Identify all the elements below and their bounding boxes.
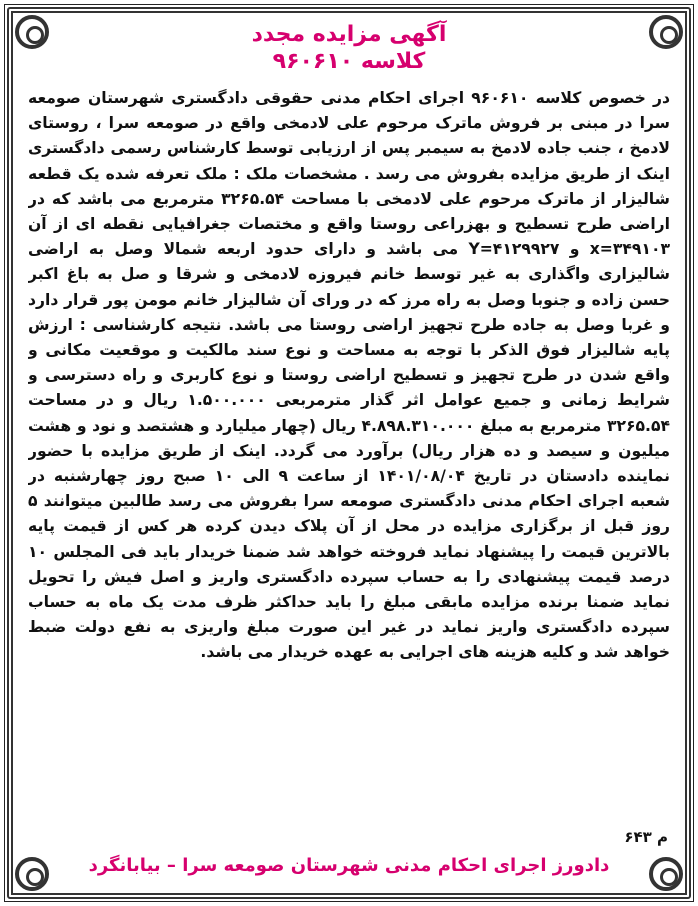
notice-header <box>0 20 698 76</box>
case-number: کلاسه ۹۶۰۶۱۰ <box>272 49 426 74</box>
notice-title: آگهی مزایده مجدد <box>251 22 447 47</box>
notice-body: در خصوص کلاسه ۹۶۰۶۱۰ اجرای احکام مدنی حقوقی دادگستری شهرستان صومعه سرا در مبنی بر فروش ماترک مرحوم علی لادمخی واقع در صومعه سرا ، روستای لادمخ ، جنب جاده لادمخ به سیمبر پس از ارزیابی توسط کارشناس رسمی دادگستری اینک از طریق مزایده بفروش می رسد . مشخصات ملک : ملک تعرفه شده یک قطعه شالیزار از ماترک مرحوم علی لادمخی با مساحت ۳۲۶۵.۵۴ مترمربع می باشد که در اراضی طرح تسطیح و بهزراعی روستا واقع و مختصات جغرافیایی نقطه ای از آن x=۳۴۹۱۰۳ و Y=۴۱۲۹۹۲۷ می باشد و دارای حدود اربعه شمالا وصل به اراضی شالیزاری واگذاری به غیر توسط خانم فیروزه لادمخی و شرقا و صل به باغ اکبر حسن زاده و جنوبا وصل به راه مرز که در ورای آن شالیزار خانم مومن پور قرار دارد و غربا وصل به جاده طرح تجهیز اراضی روستا می باشد. نتیجه کارشناسی : ارزش پایه شالیزار فوق الذکر با توجه به مساحت و نوع سند مالکیت و موقعیت مکانی و واقع شدن در طرح تجهیز و تسطیح اراضی روستا و نوع کاربری و راه دسترسی و شرایط زمانی و جمیع عوامل اثر گذار مترمربعی ۱.۵۰۰.۰۰۰ ریال و در مساحت ۳۲۶۵.۵۴ مترمربع به مبلغ ۴.۸۹۸.۳۱۰.۰۰۰ ریال (چهار میلیارد و هشتصد و نود و هشت میلیون و سیصد و ده هزار ریال) برآورد می گردد. اینک از طریق مزایده با حضور نماینده دادستان در تاریخ ۱۴۰۱/۰۸/۰۴ از ساعت ۹ الی ۱۰ صبح روز چهارشنبه در شعبه اجرای احکام مدنی دادگستری صومعه سرا بفروش می رسد طالبین میتوانند ۵ روز قبل از برگزاری مزایده در محل از آن پلاک دیدن کرده هر کس از قیمت پایه بالاترین قیمت را پیشنهاد نماید فروخته خواهد شد ضمنا خریدار باید فی المجلس ۱۰ درصد قیمت پیشنهادی را به حساب سپرده دادگستری واریز و اصل فیش را تحویل نماید ضمنا برنده مزایده مابقی مبلغ را باید حداکثر ظرف مدت یک ماه به حساب سپرده دادگستری واریز نماید در غیر این صورت مبلغ واریزی به نفع دولت ضبط خواهد شد و کلیه هزینه های اجرایی به عهده خریدار می باشد. <box>28 89 670 662</box>
reference-number: م ۶۴۳ <box>624 828 668 846</box>
signature-line: دادورز اجرای احکام مدنی شهرستان صومعه سرا – بیابانگرد <box>88 855 610 876</box>
